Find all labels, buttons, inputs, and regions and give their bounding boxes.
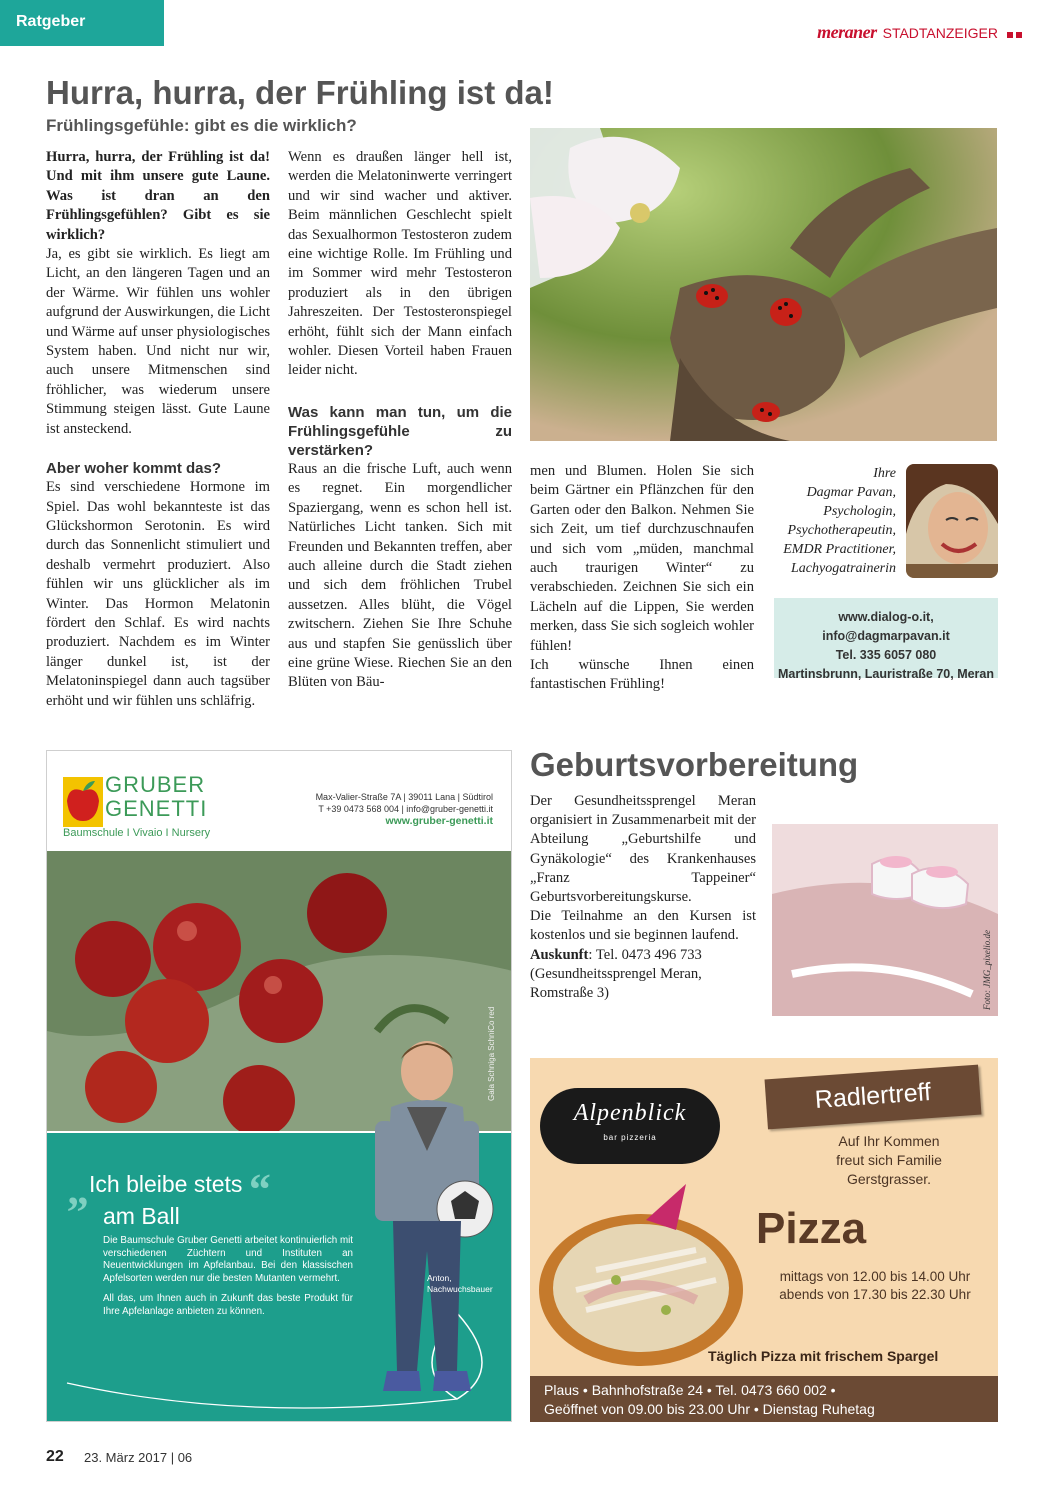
gruber-quote: „Ich bleibe stets “ am Ball — [67, 1165, 271, 1229]
article-title: Hurra, hurra, der Frühling ist da! — [46, 74, 554, 111]
pizza-heading: Pizza — [756, 1204, 867, 1253]
article-subtitle: Frühlingsgefühle: gibt es die wirklich? — [46, 116, 357, 135]
section-tab: Ratgeber — [0, 0, 164, 46]
author-line: Psychotherapeutin, — [787, 523, 896, 538]
article-column-1 — [46, 148, 270, 711]
author-line: Ihre — [873, 466, 896, 481]
ladybug-illustration — [530, 128, 997, 441]
gruber-website-link[interactable]: www.gruber-genetti.it — [385, 815, 493, 827]
masthead — [817, 22, 1022, 43]
baby-shoes-photo — [772, 824, 998, 1016]
gruber-brand-name: GRUBER GENETTI — [105, 772, 208, 821]
article-column-3 — [530, 462, 754, 695]
ladybug-photo — [530, 128, 997, 441]
article-paragraph: men und Blumen. Holen Sie sich beim Gärtner ein Pflänzchen für den Garten oder den Balkon. Nehmen Sie sich Zeit, um tief durchzuschnaufen und sich vom „müden, manchmal auch traurigen Winter“ zu verabschieden. Zeichnen Sie sich ein Lächeln auf die Lippen, Sie werden merken, dass Sie sich sogleich wohler fühlen! — [530, 463, 754, 654]
article-subheading: Was kann man tun, um die Frühlingsgefühle zu verstärken? — [288, 403, 512, 459]
alpenblick-footer: Plaus • Bahnhofstraße 24 • Tel. 0473 660 002 • Geöffnet von 09.00 bis 23.00 Uhr • Dienstag Ruhetag — [530, 1376, 998, 1422]
gruber-genetti-ad — [46, 750, 512, 1422]
page-date: 23. März 2017 | 06 — [84, 1450, 193, 1465]
contact-web: www.dialog-o.it, info@dagmarpavan.it — [822, 610, 950, 643]
birth-info-text: : Tel. 0473 496 733 (Gesundheitssprengel Meran, Romstraße 3) — [530, 946, 702, 1002]
birth-title: Geburtsvorbereitung — [530, 746, 859, 783]
author-name: Dagmar Pavan, — [806, 485, 896, 500]
contact-box — [774, 598, 998, 681]
quote-open-icon: „ — [67, 1165, 89, 1214]
alpenblick-special: Täglich Pizza mit frischem Spargel — [708, 1348, 939, 1364]
baby-photo-credit: Foto: JMG_pixelio.de — [982, 930, 992, 1010]
article-paragraph: Ja, es gibt sie wirklich. Es liegt am Licht, an den längeren Tagen und an der Wärme. Wir fühlen uns wohler aufgrund der Auswirkungen, die Licht und Wärme auf unser physiologisches System haben. Und nicht nur wir, auch unsere Mitmenschen sind fröhlicher, was wiederum unsere Stimmung steigen lässt. Gute Laune ist ansteckend. — [46, 246, 270, 437]
quote-close-icon: “ — [248, 1165, 271, 1214]
boy-with-ball-figure — [347, 1031, 507, 1422]
contact-phone: Tel. 335 6057 080 — [835, 648, 937, 662]
masthead-name: STADTANZEIGER — [882, 24, 998, 41]
contact-address: Martinsbrunn, Lauristraße 70, Meran — [777, 667, 995, 681]
article-paragraph: Raus an die frische Luft, auch wenn es regnet. Ein morgendlicher Spaziergang, wenn es schon hell ist. Natürliches Licht tanken. Sich mit Freunden und Bekannten treffen, aber auch alleine durch die Stadt ziehen und sich dem fröhlichen Trubel aussetzen. Alles blüht, die Vögel zwitschern. Ziehen Sie Ihre Schuhe aus und stapfen Sie genüsslich über eine grüne Wiese. Riechen Sie an den Blüten von Bäu- — [288, 460, 512, 691]
birth-text: Der Gesundheitssprengel Meran organisiert in Zusammenarbeit mit der Abteilung „Geburtshilfe und Gynäkologie“ des Krankenhauses „Franz Tappeiner“ Geburtsvorbereitungskurse. Die Teilnahme an den Kursen ist kostenlos und sie beginnen laufend. Auskunft: Tel. 0473 496 733 (Gesundheitssprengel Meran, Romstraße 3) — [530, 793, 756, 1002]
gruber-address: Max-Valier-Straße 7A | 39011 Lana | Südtirol T +39 0473 568 004 | info@gruber-genetti.it www.gruber-genetti.it — [315, 792, 493, 827]
author-line: EMDR Practitioner, — [783, 542, 896, 557]
gruber-tagline: Baumschule I Vivaio I Nursery — [63, 827, 211, 839]
article-paragraph: Es sind verschiedene Hormone im Spiel. Das wohl bekannteste ist das Glückshormon Serotonin. Es wird durch das Sonnenlicht stimuliert und deshalb vermehrt produziert. Also fühlen wir uns glücklicher als im Winter. Das Hormon Melatonin fördert den Schlaf. Es wird nachts produziert. Nachdem es im Winter länger dunkel ist, ist der Melatoninspiegel dann auch tagsüber erhöht und wir fühlen uns schläfrig. — [46, 479, 270, 709]
article-column-2 — [288, 148, 512, 693]
masthead-brand: meraner — [817, 22, 877, 42]
alpenblick-ad — [530, 1058, 998, 1422]
alpenblick-hours: mittags von 12.00 bis 14.00 Uhr abends von 17.30 bis 22.30 Uhr — [779, 1269, 971, 1302]
birth-info-label: Auskunft — [530, 946, 589, 963]
alpenblick-welcome: Auf Ihr Kommen freut sich Familie Gerstgrasser. — [836, 1133, 942, 1187]
author-credit — [760, 464, 896, 578]
gruber-photo-credit: Gala Schniga SchniCo red — [487, 1006, 496, 1101]
author-line: Psychologin, — [823, 504, 896, 519]
alpenblick-logo: Alpenblick bar pizzeria — [540, 1088, 720, 1164]
author-photo — [906, 464, 998, 578]
page-number: 22 — [46, 1448, 64, 1465]
article-subheading: Aber woher kommt das? — [46, 460, 222, 478]
gruber-body-text: Die Baumschule Gruber Genetti arbeitet kontinuierlich mit verschiedenen Züchtern und Instituten an Neuentwicklungen im Apfelanbau. Bei den klassischen Apfelsorten werden nur die besten Mutanten vermehrt. All das, um Ihnen auch in Zukunft das beste Produkt für Ihre Apfelanlage anbieten zu können. — [103, 1235, 353, 1317]
article-closing: Ich wünsche Ihnen einen fantastischen Frühling! — [530, 657, 754, 693]
gruber-photo-caption: Anton, Nachwuchsbauer — [427, 1273, 493, 1294]
author-line: Lachyogatrainerin — [791, 561, 896, 576]
pizza-illustration — [536, 1180, 746, 1372]
article-paragraph: Wenn es draußen länger hell ist, werden die Melatoninwerte verringert und wir sind wacher und aktiver. Beim männlichen Geschlecht spielt das Sexualhormon Testosteron zudem eine wichtige Rolle. Im Frühling und im Sommer wird mehr Testosteron produziert als in den übrigen Jahreszeiten. Der Testosteronspiegel erhöht, fühlt sich der Mann einfach wohler. Diesen Vorteil haben Frauen leider nicht. — [288, 149, 512, 379]
radlertreff-banner: Radlertreff — [765, 1065, 982, 1130]
masthead-squares — [1004, 25, 1022, 41]
article-lead: Hurra, hurra, der Frühling ist da! Und mit ihm unsere gute Laune. Was ist dran an den Frühlingsgefühlen? Gibt es sie wirklich? — [46, 149, 270, 243]
apple-logo-icon — [63, 777, 103, 827]
